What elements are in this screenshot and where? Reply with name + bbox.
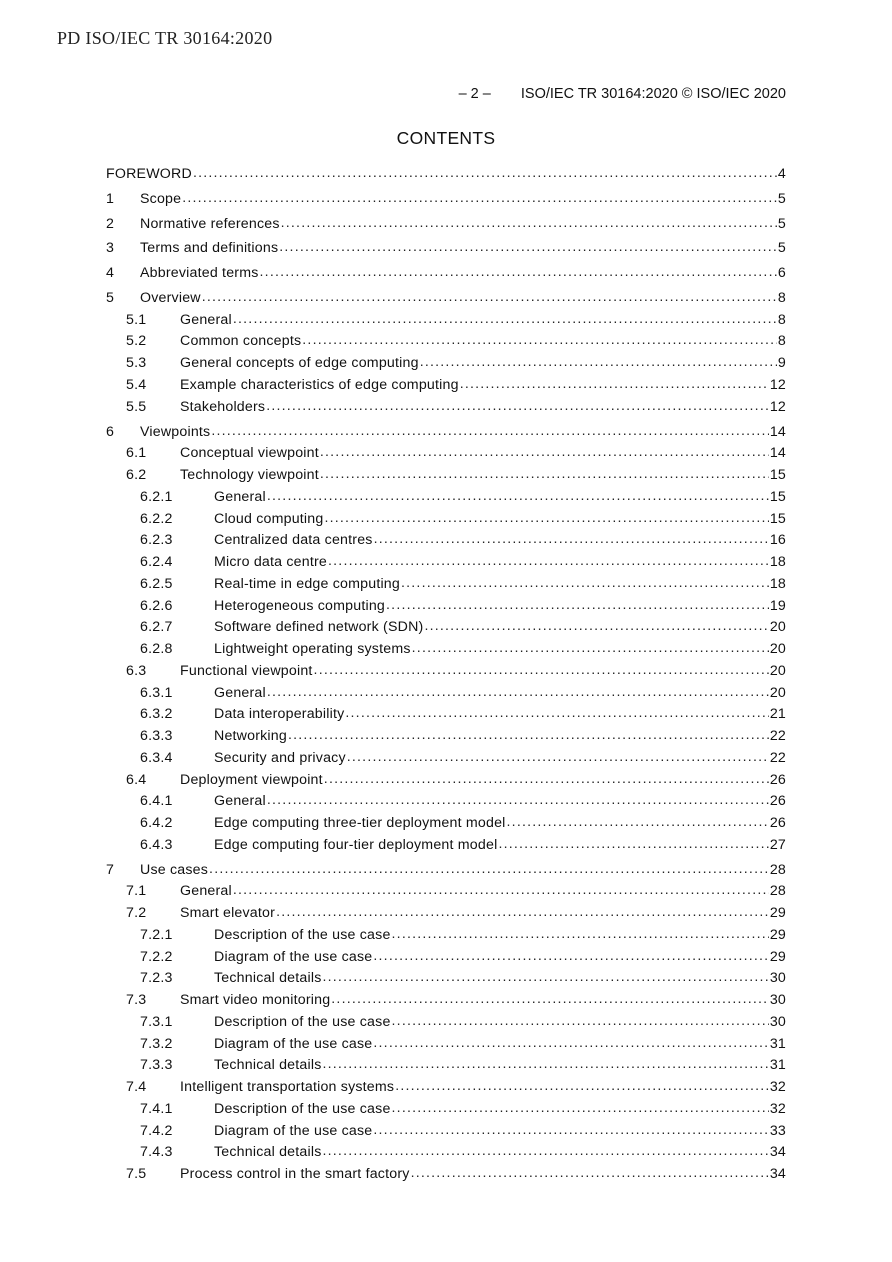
dot-leader (392, 927, 769, 943)
dot-leader (401, 576, 769, 592)
page-title: CONTENTS (396, 128, 496, 148)
dot-leader (202, 290, 777, 306)
dot-leader (347, 750, 769, 766)
toc-entry-title: Conceptual viewpoint (180, 445, 319, 462)
toc-entry[interactable] (106, 393, 786, 415)
toc-entry-page: 28 (769, 861, 786, 878)
toc-entry[interactable] (106, 1073, 786, 1095)
toc-entry-title: Description of the use case (214, 926, 391, 943)
toc-entry[interactable] (106, 527, 786, 549)
toc-entry-title: Smart elevator (180, 905, 276, 922)
dot-leader (281, 216, 777, 232)
toc-entry-title: Real-time in edge computing (214, 575, 400, 592)
toc-entry-number: 6.2.8 (140, 641, 173, 658)
toc-entry-number: 6 (106, 423, 115, 440)
toc-entry-number: 7 (106, 861, 115, 878)
dot-leader (324, 511, 768, 527)
dot-leader (323, 1144, 769, 1160)
toc-entry-page: 6 (777, 265, 786, 282)
toc-entry-title: Lightweight operating systems (214, 641, 411, 658)
toc-entry-title: Technical details (214, 1057, 322, 1074)
toc-entry-page: 33 (769, 1122, 786, 1139)
toc-entry[interactable] (106, 899, 786, 921)
dot-leader (331, 992, 769, 1008)
toc-entry-number: 6.3.2 (140, 706, 173, 723)
toc-entry[interactable] (106, 207, 786, 232)
dot-leader (193, 166, 777, 182)
toc-entry-number: 6.3 (126, 662, 147, 679)
toc-entry-number: 7.4.1 (140, 1100, 173, 1117)
toc-entry[interactable] (106, 1052, 786, 1074)
toc-entry-title: Centralized data centres (214, 532, 373, 549)
dot-leader (386, 598, 769, 614)
toc-entry-title: Technical details (214, 1144, 322, 1161)
toc-entry-number: 7.4 (126, 1079, 147, 1096)
dot-leader (324, 772, 769, 788)
toc-entry-page: 32 (769, 1079, 786, 1096)
toc-entry-page: 5 (777, 240, 786, 257)
toc-entry[interactable] (106, 306, 786, 328)
toc-entry-title: Diagram of the use case (214, 1035, 373, 1052)
toc-entry[interactable] (106, 657, 786, 679)
toc-entry[interactable] (106, 461, 786, 483)
toc-entry[interactable] (106, 1008, 786, 1030)
toc-entry-title: Viewpoints (140, 423, 211, 440)
toc-entry-number: 6.1 (126, 445, 147, 462)
toc-entry-number: 7.4.3 (140, 1144, 173, 1161)
toc-entry-title: Edge computing three-tier deployment model (214, 815, 506, 832)
toc-entry[interactable] (106, 878, 786, 900)
toc-entry-title: Functional viewpoint (180, 662, 313, 679)
toc-entry-title: Software defined network (SDN) (214, 619, 424, 636)
toc-entry-page: 9 (777, 355, 786, 372)
toc-entry[interactable] (106, 349, 786, 371)
toc-entry-title: Smart video monitoring (180, 992, 331, 1009)
toc-entry-page: 20 (769, 619, 786, 636)
toc-entry-number: 6.3.3 (140, 728, 173, 745)
dot-leader (395, 1079, 769, 1095)
toc-entry-page: 29 (769, 948, 786, 965)
toc-entry-page: 21 (769, 706, 786, 723)
toc-entry-title: Normative references (140, 215, 280, 232)
toc-entry[interactable] (106, 679, 786, 701)
toc-entry-number: 7.5 (126, 1166, 147, 1183)
toc-entry[interactable] (106, 1139, 786, 1161)
toc-entry-page: 26 (769, 815, 786, 832)
toc-entry[interactable] (106, 505, 786, 527)
toc-entry-number: 4 (106, 265, 115, 282)
dot-leader (276, 905, 769, 921)
toc-entry-number: 7.3.2 (140, 1035, 173, 1052)
toc-entry-page: 30 (769, 1013, 786, 1030)
toc-entry-page: 34 (769, 1166, 786, 1183)
toc-entry[interactable] (106, 701, 786, 723)
toc-entry-title: Process control in the smart factory (180, 1166, 410, 1183)
toc-entry-page: 8 (777, 311, 786, 328)
table-of-contents (106, 162, 786, 1182)
dot-leader (314, 663, 769, 679)
toc-entry-number: 6.4 (126, 771, 147, 788)
toc-entry-page: 31 (769, 1057, 786, 1074)
dot-leader (260, 265, 777, 281)
toc-entry-title: Description of the use case (214, 1013, 391, 1030)
toc-entry-page: 18 (769, 554, 786, 571)
dot-leader (498, 837, 768, 853)
toc-entry-page: 26 (769, 771, 786, 788)
toc-entry-title: Description of the use case (214, 1100, 391, 1117)
toc-entry-number: 7.2.3 (140, 970, 173, 987)
toc-entry[interactable] (106, 592, 786, 614)
toc-entry-page: 22 (769, 749, 786, 766)
toc-entry[interactable] (106, 162, 786, 182)
toc-entry-number: 6.4.1 (140, 793, 173, 810)
toc-entry-number: 6.3.4 (140, 749, 173, 766)
toc-entry-title: Terms and definitions (140, 240, 279, 257)
toc-entry-title: General (180, 311, 232, 328)
toc-entry-number: 6.2.1 (140, 488, 173, 505)
toc-entry-page: 8 (777, 333, 786, 350)
toc-entry[interactable] (106, 440, 786, 462)
toc-entry-page: 15 (769, 510, 786, 527)
toc-entry[interactable] (106, 256, 786, 281)
toc-entry-number: 5.5 (126, 398, 147, 415)
toc-entry[interactable] (106, 1117, 786, 1139)
toc-entry[interactable] (106, 986, 786, 1008)
dot-leader (424, 619, 768, 635)
dot-leader (392, 1014, 769, 1030)
toc-entry-number: 7.2.1 (140, 926, 173, 943)
dot-leader (507, 815, 769, 831)
toc-entry-page: 30 (769, 992, 786, 1009)
toc-entry[interactable] (106, 722, 786, 744)
toc-entry-number: 5.4 (126, 376, 147, 393)
toc-entry[interactable] (106, 853, 786, 878)
toc-entry-title: Security and privacy (214, 749, 346, 766)
toc-entry-page: 32 (769, 1100, 786, 1117)
page-number: – 2 – (458, 86, 491, 102)
toc-entry[interactable] (106, 921, 786, 943)
toc-entry-page: 22 (769, 728, 786, 745)
toc-entry[interactable] (106, 1095, 786, 1117)
toc-entry-title: Deployment viewpoint (180, 771, 323, 788)
toc-entry-title: FOREWORD (106, 166, 192, 182)
toc-entry-page: 8 (777, 289, 786, 306)
dot-leader (211, 424, 768, 440)
toc-entry[interactable] (106, 371, 786, 393)
toc-entry-page: 12 (769, 376, 786, 393)
toc-entry-number: 6.2.7 (140, 619, 173, 636)
toc-entry-page: 14 (769, 423, 786, 440)
toc-entry[interactable] (106, 809, 786, 831)
toc-entry-page: 28 (769, 883, 786, 900)
dot-leader (373, 949, 768, 965)
toc-entry-number: 7.3 (126, 992, 147, 1009)
dot-leader (288, 728, 769, 744)
toc-entry-title: Edge computing four-tier deployment model (214, 836, 498, 853)
toc-entry-number: 6.2.4 (140, 554, 173, 571)
toc-entry-number: 2 (106, 215, 115, 232)
dot-leader (323, 1057, 769, 1073)
dot-leader (266, 399, 769, 415)
toc-entry-page: 5 (777, 215, 786, 232)
document-id: PD ISO/IEC TR 30164:2020 (57, 28, 273, 48)
toc-entry-title: Scope (140, 190, 182, 207)
toc-entry-page: 20 (769, 662, 786, 679)
toc-entry-title: General concepts of edge computing (180, 355, 419, 372)
dot-leader (460, 377, 769, 393)
dot-leader (345, 706, 768, 722)
running-header (459, 86, 786, 102)
toc-entry-number: 7.3.1 (140, 1013, 173, 1030)
toc-entry-page: 20 (769, 641, 786, 658)
toc-entry-page: 15 (769, 467, 786, 484)
toc-entry-title: General (214, 684, 266, 701)
toc-entry-number: 7.1 (126, 883, 147, 900)
toc-entry-page: 5 (777, 190, 786, 207)
toc-entry-title: Intelligent transportation systems (180, 1079, 395, 1096)
dot-leader (302, 333, 777, 349)
toc-entry[interactable] (106, 415, 786, 440)
toc-entry[interactable] (106, 328, 786, 350)
toc-entry-page: 16 (769, 532, 786, 549)
toc-entry-page: 30 (769, 970, 786, 987)
dot-leader (373, 1123, 768, 1139)
toc-entry-number: 6.4.2 (140, 815, 173, 832)
toc-entry-page: 34 (769, 1144, 786, 1161)
toc-entry-title: General (214, 488, 266, 505)
toc-entry[interactable] (106, 614, 786, 636)
toc-entry-number: 1 (106, 190, 115, 207)
toc-entry-title: Micro data centre (214, 554, 328, 571)
toc-entry-page: 20 (769, 684, 786, 701)
toc-entry-number: 3 (106, 240, 115, 257)
toc-entry-title: General (180, 883, 232, 900)
toc-entry-page: 29 (769, 905, 786, 922)
toc-entry-title: Technology viewpoint (180, 467, 319, 484)
dot-leader (267, 489, 769, 505)
toc-entry-title: Overview (140, 289, 201, 306)
toc-entry-page: 14 (769, 445, 786, 462)
toc-entry[interactable] (106, 635, 786, 657)
toc-entry-number: 6.2.6 (140, 597, 173, 614)
toc-entry-title: Stakeholders (180, 398, 266, 415)
toc-entry-title: Technical details (214, 970, 322, 987)
toc-entry-number: 6.3.1 (140, 684, 173, 701)
toc-entry-title: Diagram of the use case (214, 1122, 373, 1139)
toc-entry-number: 5.2 (126, 333, 147, 350)
toc-entry[interactable] (106, 548, 786, 570)
toc-entry[interactable] (106, 943, 786, 965)
toc-entry-number: 6.4.3 (140, 836, 173, 853)
toc-entry-title: Networking (214, 728, 287, 745)
toc-entry-number: 7.4.2 (140, 1122, 173, 1139)
toc-entry[interactable] (106, 232, 786, 257)
toc-entry-title: Data interoperability (214, 706, 345, 723)
toc-entry-page: 19 (769, 597, 786, 614)
dot-leader (392, 1101, 769, 1117)
toc-entry[interactable] (106, 281, 786, 306)
toc-entry-number: 6.2.3 (140, 532, 173, 549)
toc-entry-number: 5.3 (126, 355, 147, 372)
dot-leader (320, 445, 769, 461)
toc-entry[interactable] (106, 570, 786, 592)
toc-entry-page: 26 (769, 793, 786, 810)
toc-entry[interactable] (106, 831, 786, 853)
dot-leader (320, 467, 769, 483)
dot-leader (412, 641, 769, 657)
toc-entry-number: 5.1 (126, 311, 147, 328)
toc-entry-number: 6.2 (126, 467, 147, 484)
dot-leader (420, 355, 777, 371)
toc-entry-page: 27 (769, 836, 786, 853)
dot-leader (411, 1166, 769, 1182)
toc-entry-number: 6.2.2 (140, 510, 173, 527)
dot-leader (233, 312, 777, 328)
toc-entry-page: 29 (769, 926, 786, 943)
dot-leader (323, 970, 769, 986)
toc-entry-title: Example characteristics of edge computing (180, 376, 459, 393)
toc-entry-title: Diagram of the use case (214, 948, 373, 965)
toc-entry-number: 5 (106, 289, 115, 306)
dot-leader (267, 685, 769, 701)
toc-entry[interactable] (106, 766, 786, 788)
dot-leader (209, 862, 769, 878)
dot-leader (279, 240, 777, 256)
toc-entry-page: 18 (769, 575, 786, 592)
toc-entry-number: 6.2.5 (140, 575, 173, 592)
toc-entry-title: General (214, 793, 266, 810)
toc-entry-title: Cloud computing (214, 510, 324, 527)
toc-entry[interactable] (106, 788, 786, 810)
toc-entry[interactable] (106, 744, 786, 766)
standard-reference: ISO/IEC TR 30164:2020 © ISO/IEC 2020 (520, 86, 786, 102)
toc-entry-title: Abbreviated terms (140, 265, 259, 282)
toc-entry[interactable] (106, 182, 786, 207)
dot-leader (373, 1036, 768, 1052)
toc-entry-page: 4 (777, 166, 786, 182)
toc-entry-page: 31 (769, 1035, 786, 1052)
toc-entry[interactable] (106, 1160, 786, 1182)
toc-entry-title: Common concepts (180, 333, 302, 350)
toc-entry-page: 12 (769, 398, 786, 415)
toc-entry-title: Use cases (140, 861, 209, 878)
toc-entry-title: Heterogeneous computing (214, 597, 386, 614)
dot-leader (182, 191, 777, 207)
toc-entry[interactable] (106, 1030, 786, 1052)
dot-leader (267, 793, 769, 809)
toc-entry-number: 7.2.2 (140, 948, 173, 965)
dot-leader (233, 883, 769, 899)
toc-entry-number: 7.3.3 (140, 1057, 173, 1074)
toc-entry[interactable] (106, 965, 786, 987)
toc-entry-page: 15 (769, 488, 786, 505)
toc-entry[interactable] (106, 483, 786, 505)
dot-leader (374, 532, 769, 548)
dot-leader (328, 554, 769, 570)
toc-entry-number: 7.2 (126, 905, 147, 922)
